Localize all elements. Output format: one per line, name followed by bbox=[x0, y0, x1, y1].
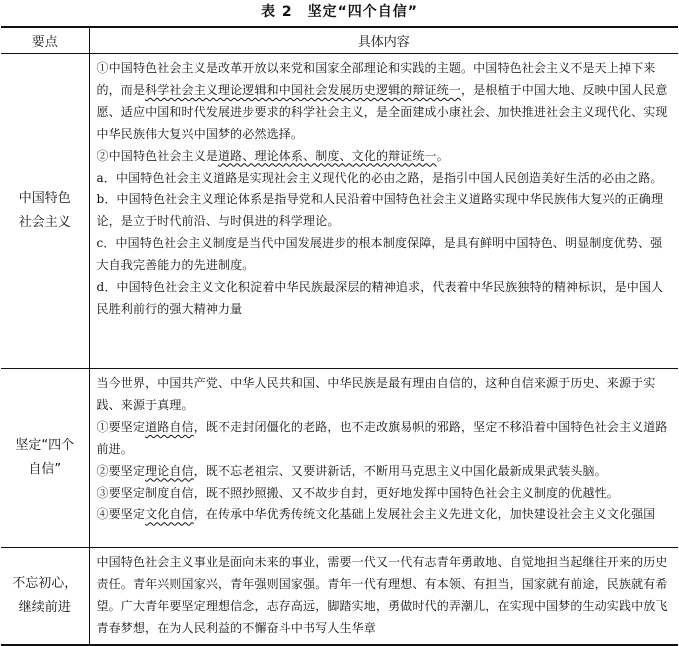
emphasis-text: 道路、理论体系、制度、文化的辩证统一 bbox=[218, 148, 437, 163]
table-row bbox=[1, 548, 678, 645]
table-row bbox=[1, 369, 678, 548]
table-row bbox=[1, 54, 678, 369]
paragraph: a．中国特色社会主义道路是实现社会主义现代化的必由之路，是指引中国人民创造美好生活的必由之路。 bbox=[96, 170, 663, 185]
emphasis-text: 理论自信 bbox=[145, 463, 194, 478]
header-content: 具体内容 bbox=[89, 27, 678, 54]
paragraph: 当今世界，中国共产党、中华人民共和国、中华民族是最有理由自信的，这种自信来源于历史、来源于实践、来源于真理。 bbox=[96, 376, 656, 412]
paragraph: b．中国特色社会主义理论体系是指导党和人民沿着中国特色社会主义道路实现中华民族伟大复兴的正确理论，是立于时代前沿、与时俱进的科学理论。 bbox=[96, 192, 664, 229]
header-row bbox=[1, 27, 678, 54]
paragraph: d．中国特色社会主义文化积淀着中华民族最深层的精神追求，代表着中华民族独特的精神标识，是中国人民胜利前行的强大精神力量 bbox=[96, 280, 664, 316]
emphasis-text: 科学社会主义理论逻辑和中国社会发展历史逻辑的辩证统一 bbox=[145, 82, 462, 97]
header-key: 要点 bbox=[1, 27, 89, 54]
paragraph: ③要坚定制度自信，既不照抄照搬、又不故步自封，更好地发挥中国特色社会主义制度的优越性。 bbox=[96, 485, 619, 500]
row-content-four-confidences bbox=[89, 369, 678, 548]
paragraph: c．中国特色社会主义制度是当代中国发展进步的根本制度保障，是具有鲜明中国特色、明显制度优势、强大自我完善能力的先进制度。 bbox=[96, 236, 663, 273]
paragraph: ①中国特色社会主义是改革开放以来党和国家全部理论和实践的主题。中国特色社会主义不是天上掉下来的，而是科学社会主义理论逻辑和中国社会发展历史逻辑的辩证统一，是根植于中国大地、反映中国人民意愿、适应中国和时代发展进步要求的科学社会主义，是全面建成小康社会、加快推进社会主义现代化、实现中华民族伟大复兴中国梦的必然选择。 bbox=[96, 61, 668, 141]
emphasis-text: 道路自信 bbox=[145, 419, 194, 434]
row-content-socialism bbox=[89, 54, 678, 369]
paragraph: ②要坚定理论自信，既不忘老祖宗、又要讲新话，不断用马克思主义中国化最新成果武装头脑。 bbox=[96, 463, 607, 478]
row-content-original-aspiration bbox=[89, 548, 678, 645]
paragraph: ①要坚定道路自信，既不走封闭僵化的老路，也不走改旗易帜的邪路，坚定不移沿着中国特色社会主义道路前进。 bbox=[96, 419, 668, 456]
row-key-original-aspiration: 不忘初心，继续前进 bbox=[1, 548, 89, 645]
content-table bbox=[1, 26, 678, 646]
row-key-socialism: 中国特色社会主义 bbox=[1, 54, 89, 369]
paragraph: ②中国特色社会主义是道路、理论体系、制度、文化的辩证统一。 bbox=[96, 148, 449, 163]
paragraph: 中国特色社会主义事业是面向未来的事业，需要一代又一代有志青年勇敢地、自觉地担当起继往开来的历史责任。青年兴则国家兴，青年强则国家强。青年一代有理想、有本领、有担当，国家就有前途，民族就有希望。广大青年要坚定理想信念，志存高远，脚踏实地，勇做时代的弄潮儿，在实现中国梦的生动实践中放飞青春梦想，在为人民利益的不懈奋斗中书写人生华章 bbox=[96, 555, 668, 635]
row-key-four-confidences: 坚定“四个自信” bbox=[1, 369, 89, 548]
emphasis-text: 文化自信 bbox=[145, 507, 194, 522]
paragraph: ④要坚定文化自信，在传承中华优秀传统文化基础上发展社会主义先进文化，加快建设社会主义文化强国 bbox=[96, 507, 656, 522]
table-title: 表 2 坚定“四个自信” bbox=[260, 4, 419, 20]
